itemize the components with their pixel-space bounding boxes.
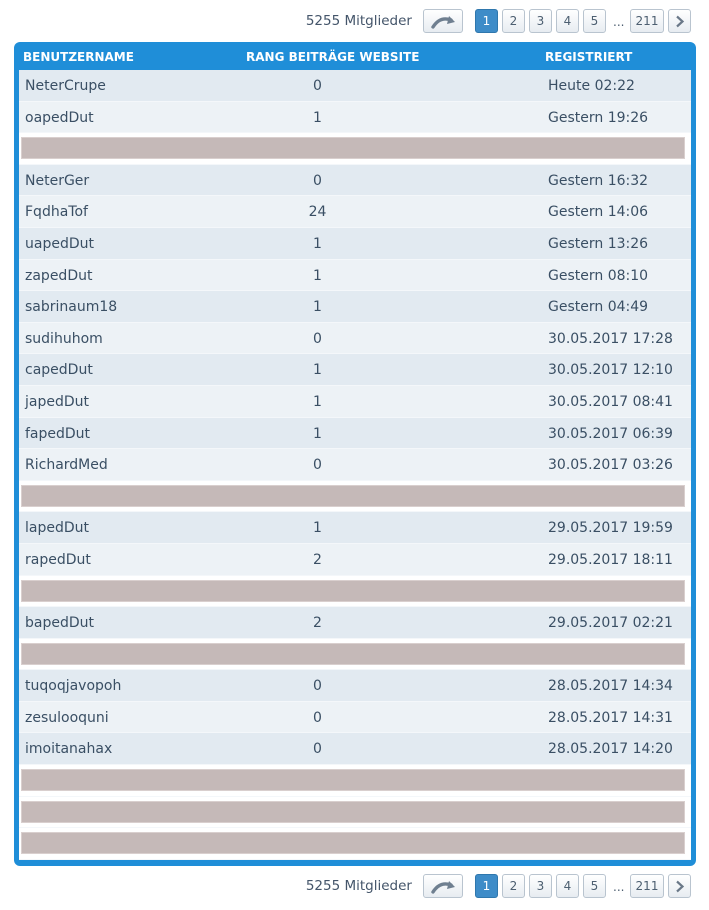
member-post-count: 0: [313, 678, 322, 695]
placeholder-bar: [21, 769, 685, 791]
placeholder-row: [19, 828, 691, 860]
table-row: [19, 70, 691, 102]
table-row: [19, 386, 691, 418]
member-registered-date: 30.05.2017 03:26: [548, 457, 673, 474]
member-registered-date: 28.05.2017 14:20: [548, 741, 673, 758]
chevron-right-icon: [675, 15, 685, 28]
member-post-count: 24: [308, 204, 327, 221]
table-row: [19, 670, 691, 702]
table-row: [19, 449, 691, 481]
placeholder-row: [19, 765, 691, 797]
table-row: [19, 260, 691, 292]
placeholder-row: [19, 481, 691, 513]
member-post-count: 0: [313, 330, 322, 347]
placeholder-bar: [21, 832, 685, 854]
table-row: [19, 196, 691, 228]
member-name-link[interactable]: RichardMed: [25, 457, 108, 474]
member-name-link[interactable]: capedDut: [25, 362, 93, 379]
member-registered-date: Gestern 08:10: [548, 267, 649, 284]
table-row: [19, 102, 691, 134]
member-registered-date: 29.05.2017 18:11: [548, 551, 673, 568]
member-name-link[interactable]: fapedDut: [25, 425, 91, 442]
page-link-4[interactable]: 4: [556, 9, 579, 33]
member-registered-date: 28.05.2017 14:31: [548, 709, 673, 726]
member-registered-date: 29.05.2017 02:21: [548, 615, 673, 632]
page-link-4[interactable]: 4: [556, 874, 579, 898]
pagination-bottom: [0, 872, 709, 900]
member-name-link[interactable]: tuqoqjavopoh: [25, 678, 122, 695]
member-count: 5255 Mitglieder: [305, 13, 412, 29]
member-post-count: 1: [313, 425, 322, 442]
jump-to-page-button[interactable]: [423, 874, 463, 898]
table-row: [19, 512, 691, 544]
table-row: [19, 607, 691, 639]
member-name-link[interactable]: FqdhaTof: [25, 204, 88, 221]
member-post-count: 1: [313, 299, 322, 316]
page-link-3[interactable]: 3: [529, 9, 552, 33]
member-name-link[interactable]: japedDut: [25, 393, 89, 410]
chevron-right-icon: [675, 880, 685, 893]
table-header: [14, 42, 696, 70]
member-rows: [19, 70, 691, 860]
pagination-top: [0, 7, 709, 35]
column-header-registered[interactable]: REGISTRIERT: [545, 50, 633, 64]
jump-to-page-button[interactable]: [423, 9, 463, 33]
member-registered-date: 28.05.2017 14:34: [548, 678, 673, 695]
placeholder-bar: [21, 580, 685, 602]
member-name-link[interactable]: sabrinaum18: [25, 299, 118, 316]
member-post-count: 1: [313, 520, 322, 537]
placeholder-row: [19, 576, 691, 608]
member-registered-date: 30.05.2017 08:41: [548, 393, 673, 410]
page-link-last[interactable]: 211: [630, 9, 664, 33]
member-registered-date: 29.05.2017 19:59: [548, 520, 673, 537]
member-registered-date: 30.05.2017 06:39: [548, 425, 673, 442]
curved-arrow-icon: [431, 879, 457, 894]
table-row: [19, 544, 691, 576]
page-link-1[interactable]: 1: [475, 874, 498, 898]
member-post-count: 1: [313, 267, 322, 284]
member-post-count: 0: [313, 78, 322, 94]
column-header-rank-posts-website[interactable]: RANG BEITRÄGE WEBSITE: [246, 50, 420, 64]
table-row: [19, 354, 691, 386]
placeholder-bar: [21, 137, 685, 159]
member-name-link[interactable]: sudihuhom: [25, 330, 103, 347]
table-row: [19, 733, 691, 765]
member-registered-date: Heute 02:22: [548, 78, 635, 94]
page-link-2[interactable]: 2: [502, 874, 525, 898]
page-link-2[interactable]: 2: [502, 9, 525, 33]
member-name-link[interactable]: NeterCrupe: [25, 78, 106, 94]
table-row: [19, 228, 691, 260]
member-list-table: [14, 42, 696, 866]
member-post-count: 2: [313, 551, 322, 568]
table-row: [19, 702, 691, 734]
member-count: 5255 Mitglieder: [305, 878, 412, 894]
placeholder-bar: [21, 485, 685, 507]
member-registered-date: Gestern 04:49: [548, 299, 649, 316]
member-registered-date: 30.05.2017 17:28: [548, 330, 673, 347]
member-name-link[interactable]: zesulooquni: [25, 709, 109, 726]
member-post-count: 1: [313, 362, 322, 379]
member-name-link[interactable]: oapedDut: [25, 109, 94, 126]
placeholder-bar: [21, 643, 685, 665]
member-name-link[interactable]: rapedDut: [25, 551, 91, 568]
member-post-count: 1: [313, 393, 322, 410]
pagination-ellipsis: ...: [613, 15, 625, 29]
member-name-link[interactable]: bapedDut: [25, 615, 94, 632]
member-post-count: 0: [313, 741, 322, 758]
member-post-count: 0: [313, 172, 322, 189]
next-page-button[interactable]: [668, 874, 691, 898]
placeholder-bar: [21, 801, 685, 823]
curved-arrow-icon: [431, 14, 457, 29]
member-name-link[interactable]: uapedDut: [25, 235, 94, 252]
next-page-button[interactable]: [668, 9, 691, 33]
placeholder-row: [19, 639, 691, 671]
member-post-count: 0: [313, 457, 322, 474]
page-link-5[interactable]: 5: [583, 874, 606, 898]
page-link-5[interactable]: 5: [583, 9, 606, 33]
table-row: [19, 418, 691, 450]
table-row: [19, 165, 691, 197]
member-registered-date: Gestern 19:26: [548, 109, 649, 126]
member-name-link[interactable]: NeterGer: [25, 172, 90, 189]
page-link-last[interactable]: 211: [630, 874, 664, 898]
page-link-1[interactable]: 1: [475, 9, 498, 33]
placeholder-row: [19, 797, 691, 829]
member-name-link[interactable]: zapedDut: [25, 267, 93, 284]
member-post-count: 2: [313, 615, 322, 632]
member-post-count: 1: [313, 109, 322, 126]
member-registered-date: Gestern 16:32: [548, 172, 649, 189]
member-registered-date: Gestern 13:26: [548, 235, 649, 252]
table-row: [19, 291, 691, 323]
table-row: [19, 323, 691, 355]
page-link-3[interactable]: 3: [529, 874, 552, 898]
placeholder-row: [19, 133, 691, 165]
member-post-count: 1: [313, 235, 322, 252]
member-post-count: 0: [313, 709, 322, 726]
pagination-ellipsis: ...: [613, 880, 625, 894]
member-name-link[interactable]: lapedDut: [25, 520, 89, 537]
member-name-link[interactable]: imoitanahax: [25, 741, 113, 758]
member-registered-date: 30.05.2017 12:10: [548, 362, 673, 379]
member-registered-date: Gestern 14:06: [548, 204, 649, 221]
column-header-username[interactable]: BENUTZERNAME: [23, 50, 134, 64]
